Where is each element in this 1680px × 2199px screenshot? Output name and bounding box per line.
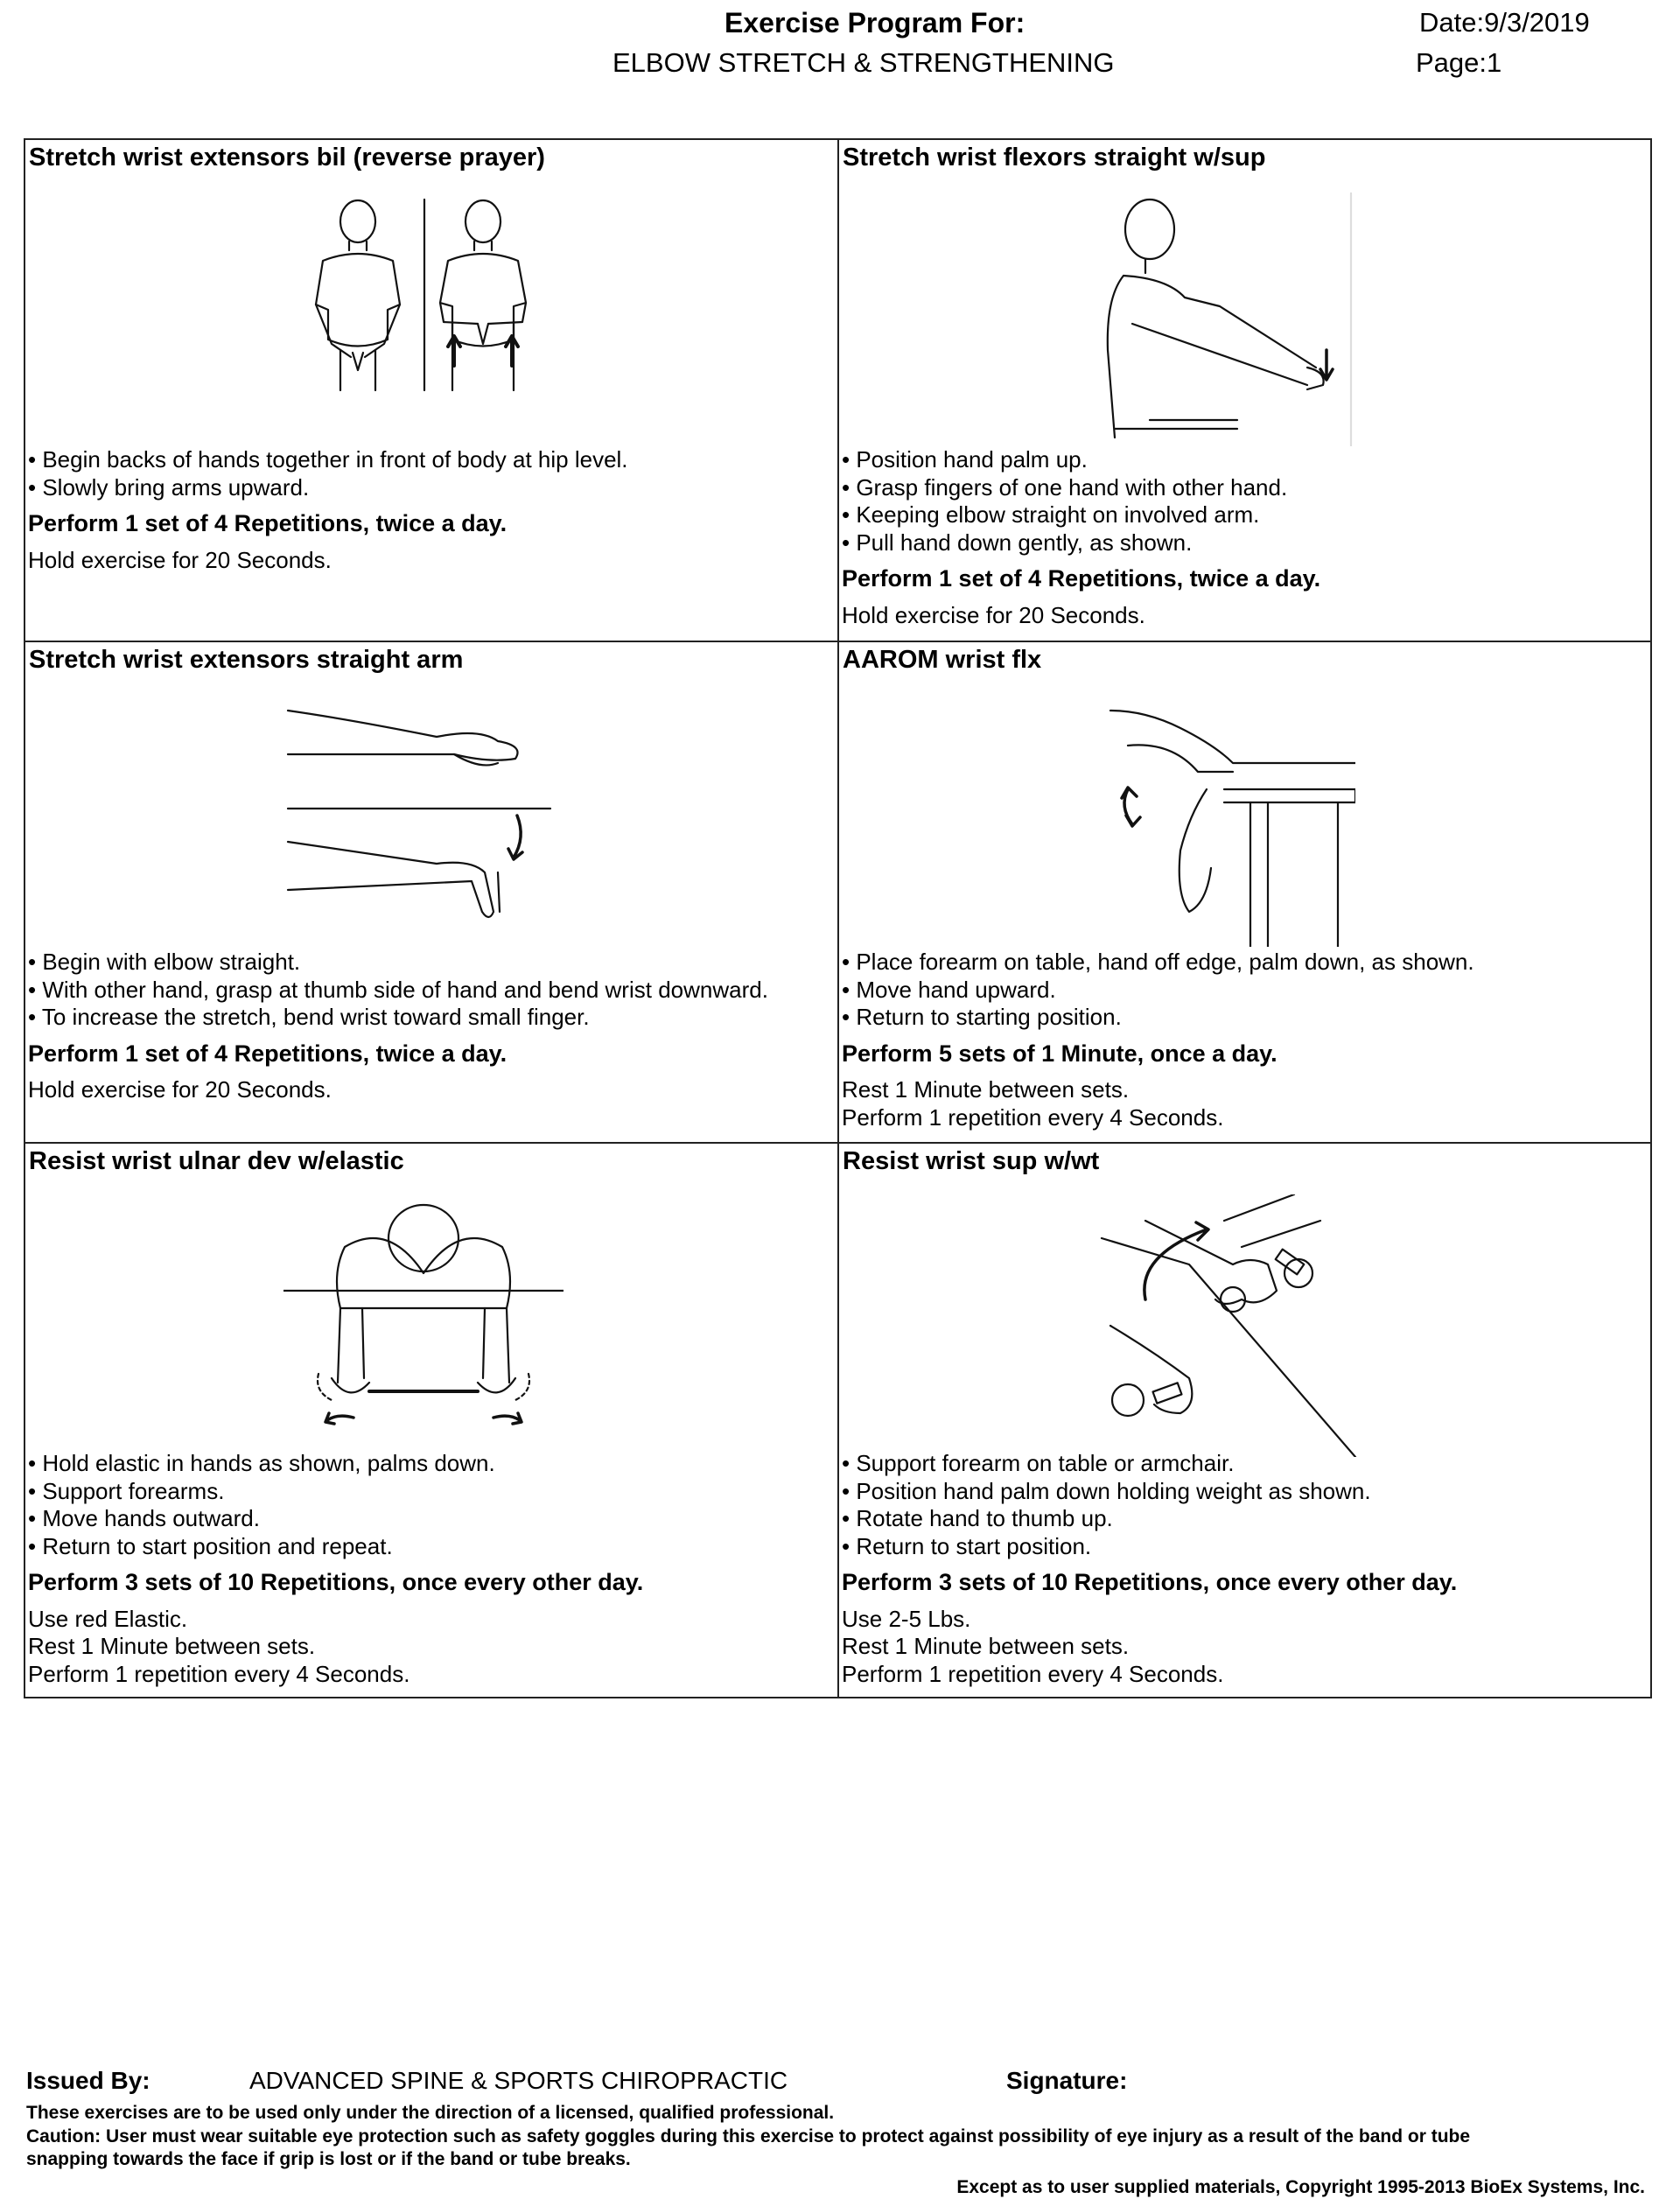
instruction-step: • Keeping elbow straight on involved arm. <box>842 501 1260 528</box>
instruction-step: • Hold elastic in hands as shown, palms down. <box>28 1450 495 1476</box>
exercise-note: Rest 1 Minute between sets. <box>842 1633 1130 1659</box>
instruction-step: • Grasp fingers of one hand with other hand. <box>842 473 1288 501</box>
issuer-name: ADVANCED SPINE & SPORTS CHIROPRACTIC <box>249 2067 788 2094</box>
instruction-step: • Pull hand down gently, as shown. <box>842 529 1193 556</box>
instruction-step: • Move hand upward. <box>842 976 1056 1003</box>
exercise-note: Rest 1 Minute between sets. <box>28 1633 316 1659</box>
exercise-note: Hold exercise for 20 Seconds. <box>842 601 1145 628</box>
instruction-step: • Support forearm on table or armchair. <box>842 1450 1235 1476</box>
ulnar-deviation-elastic-illustration <box>284 1194 564 1431</box>
disclaimer-caution: Caution: User must wear suitable eye protection such as safety goggles during this exercise to protect against possibility of eye injury as a result of the band or tube <box>26 2126 1471 2146</box>
exercise-note: Perform 1 repetition every 4 Seconds. <box>28 1660 410 1687</box>
exercise-instructions <box>842 446 1320 629</box>
exercise-prescription: Perform 1 set of 4 Repetitions, twice a day. <box>28 1040 508 1067</box>
exercise-prescription: Perform 5 sets of 1 Minute, once a day. <box>842 1040 1278 1067</box>
exercise-instructions <box>28 446 628 574</box>
exercise-instructions <box>842 1450 1457 1688</box>
aarom-wrist-flexion-illustration <box>1093 693 1355 947</box>
exercise-instructions <box>28 949 768 1104</box>
exercise-title: Stretch wrist extensors straight arm <box>29 646 464 674</box>
instruction-step: • To increase the stretch, bend wrist toward small finger. <box>28 1004 590 1030</box>
exercise-title: Stretch wrist extensors bil (reverse prayer) <box>29 144 545 172</box>
reverse-prayer-stretch-illustration <box>297 191 577 392</box>
exercise-note: Perform 1 repetition every 4 Seconds. <box>842 1103 1224 1131</box>
exercise-title: AAROM wrist flx <box>843 646 1042 674</box>
instruction-step: • Return to start position and repeat. <box>28 1532 393 1559</box>
exercise-title: Resist wrist sup w/wt <box>843 1147 1100 1175</box>
instruction-step: • Return to start position. <box>842 1532 1092 1559</box>
instruction-step: • Move hands outward. <box>28 1505 260 1531</box>
exercise-note: Perform 1 repetition every 4 Seconds. <box>842 1660 1224 1687</box>
instruction-step: • Position hand palm down holding weight as shown. <box>842 1477 1371 1504</box>
exercise-card <box>25 642 839 1144</box>
instruction-step: • Slowly bring arms upward. <box>28 473 310 501</box>
exercise-card <box>839 140 1650 642</box>
instruction-step: • Begin with elbow straight. <box>28 949 301 975</box>
exercise-note: Hold exercise for 20 Seconds. <box>28 1076 332 1103</box>
program-name: ELBOW STRETCH & STRENGTHENING <box>612 47 1115 78</box>
exercise-prescription: Perform 1 set of 4 Repetitions, twice a day. <box>842 565 1321 592</box>
program-heading: Exercise Program For: <box>724 7 1026 39</box>
disclaimer-professional: These exercises are to be used only under the direction of a licensed, qualified professional. <box>26 2103 835 2123</box>
exercise-card <box>25 1144 839 1697</box>
exercise-prescription: Perform 3 sets of 10 Repetitions, once every other day. <box>28 1569 644 1595</box>
signature-label: Signature: <box>1006 2067 1128 2094</box>
exercise-note: Use 2-5 Lbs. <box>842 1605 971 1632</box>
exercise-card <box>839 1144 1650 1697</box>
instruction-step: • Rotate hand to thumb up. <box>842 1505 1113 1531</box>
instruction-step: • Place forearm on table, hand off edge, palm down, as shown. <box>842 949 1474 975</box>
instruction-step: • With other hand, grasp at thumb side of hand and bend wrist downward. <box>28 976 768 1003</box>
exercise-note: Use red Elastic. <box>28 1605 188 1632</box>
exercise-note: Rest 1 Minute between sets. <box>842 1076 1130 1103</box>
exercise-prescription: Perform 3 sets of 10 Repetitions, once every other day. <box>842 1569 1458 1595</box>
issued-by-label: Issued By: <box>26 2067 150 2094</box>
exercise-card <box>25 140 839 642</box>
exercise-note: Hold exercise for 20 Seconds. <box>28 546 332 573</box>
disclaimer-caution-cont: snapping towards the face if grip is lost or if the band or tube breaks. <box>26 2149 631 2169</box>
instruction-step: • Position hand palm up. <box>842 446 1088 473</box>
exercise-prescription: Perform 1 set of 4 Repetitions, twice a day. <box>28 510 508 536</box>
exercise-title: Resist wrist ulnar dev w/elastic <box>29 1147 404 1175</box>
copyright-notice: Except as to user supplied materials, Copyright 1995-2013 BioEx Systems, Inc. <box>956 2177 1645 2197</box>
wrist-extensor-stretch-illustration <box>279 693 559 929</box>
exercise-instructions <box>28 1450 643 1688</box>
page-number: Page:1 <box>1416 47 1502 78</box>
exercise-grid <box>24 138 1652 1698</box>
wrist-supination-weight-illustration <box>1093 1194 1364 1457</box>
exercise-card <box>839 642 1650 1144</box>
instruction-step: • Begin backs of hands together in front of body at hip level. <box>28 446 628 473</box>
exercise-instructions <box>842 949 1474 1131</box>
instruction-step: • Support forearms. <box>28 1477 225 1504</box>
wrist-flexor-stretch-illustration <box>1097 193 1360 446</box>
program-date: Date:9/3/2019 <box>1419 7 1590 38</box>
instruction-step: • Return to starting position. <box>842 1004 1122 1030</box>
exercise-title: Stretch wrist flexors straight w/sup <box>843 144 1266 172</box>
